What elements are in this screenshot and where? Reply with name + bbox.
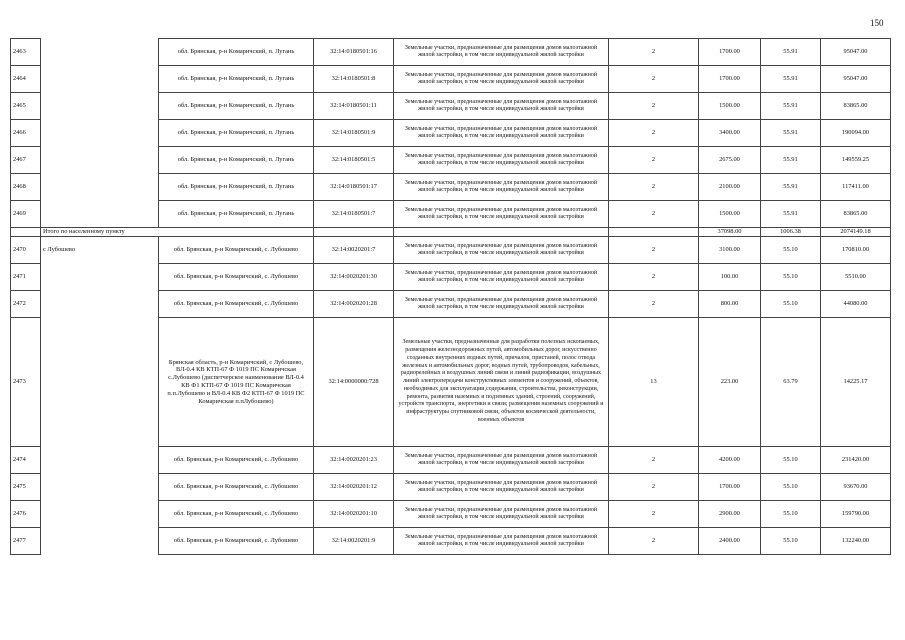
category-cell: 2 <box>609 291 699 318</box>
cadastral-value-cell: 83865.00 <box>821 93 891 120</box>
area-cell: 1700.00 <box>699 66 761 93</box>
row-number: 2465 <box>11 93 41 120</box>
rate-cell: 55.10 <box>761 528 821 555</box>
area-cell: 800.00 <box>699 291 761 318</box>
empty-cell <box>314 228 394 237</box>
group-gap-cell <box>41 318 159 447</box>
row-number: 2472 <box>11 291 41 318</box>
land-purpose-cell: Земельные участки, предназначенные для размещения домов малоэтажной жилой застройки, в том числе индивидуальной жилой застройки <box>394 93 609 120</box>
area-cell: 1700.00 <box>699 474 761 501</box>
table-row <box>11 147 891 174</box>
rate-cell: 55.91 <box>761 174 821 201</box>
rate-cell: 55.91 <box>761 39 821 66</box>
area-cell: 2675.00 <box>699 147 761 174</box>
row-number: 2477 <box>11 528 41 555</box>
row-number: 2474 <box>11 447 41 474</box>
group-gap-cell <box>41 528 159 555</box>
rate-cell: 55.10 <box>761 264 821 291</box>
row-number: 2475 <box>11 474 41 501</box>
table-row <box>11 501 891 528</box>
cadastral-number-cell: 32:14:0020201:28 <box>314 291 394 318</box>
group-gap-cell <box>41 93 159 120</box>
rate-cell: 55.10 <box>761 501 821 528</box>
rate-cell: 55.10 <box>761 474 821 501</box>
cadastral-value-cell: 190094.00 <box>821 120 891 147</box>
address-cell: обл. Брянская, р-н Комаричский, п. Лугань <box>159 39 314 66</box>
table-row <box>11 93 891 120</box>
cadastral-value-cell: 93670.00 <box>821 474 891 501</box>
group-gap-cell <box>41 264 159 291</box>
area-cell: 1500.00 <box>699 93 761 120</box>
area-cell: 2900.00 <box>699 501 761 528</box>
empty-cell <box>609 228 699 237</box>
land-purpose-cell: Земельные участки, предназначенные для размещения домов малоэтажной жилой застройки, в том числе индивидуальной жилой застройки <box>394 528 609 555</box>
address-cell: обл. Брянская, р-н Комаричский, с. Лубошево <box>159 291 314 318</box>
cadastral-value-cell: 44080.00 <box>821 291 891 318</box>
address-cell: обл. Брянская, р-н Комаричский, п. Лугань <box>159 174 314 201</box>
table-row <box>11 237 891 264</box>
area-cell: 3100.00 <box>699 237 761 264</box>
cadastral-number-cell: 32:14:0020201:7 <box>314 237 394 264</box>
cadastral-number-cell: 32:14:0180501:17 <box>314 174 394 201</box>
cadastral-number-cell: 32:14:0020201:10 <box>314 501 394 528</box>
category-cell: 2 <box>609 447 699 474</box>
page-number: 150 <box>870 18 884 28</box>
row-number: 2463 <box>11 39 41 66</box>
row-number: 2476 <box>11 501 41 528</box>
row-number: 2469 <box>11 201 41 228</box>
cadastral-value-cell: 117411.00 <box>821 174 891 201</box>
address-cell: обл. Брянская, р-н Комаричский, с. Лубошево <box>159 501 314 528</box>
category-cell: 2 <box>609 474 699 501</box>
table-row <box>11 201 891 228</box>
row-number: 2471 <box>11 264 41 291</box>
land-purpose-cell: Земельные участки, предназначенные для размещения домов малоэтажной жилой застройки, в том числе индивидуальной жилой застройки <box>394 120 609 147</box>
address-cell: обл. Брянская, р-н Комаричский, с. Лубошево <box>159 528 314 555</box>
address-cell: обл. Брянская, р-н Комаричский, п. Лугань <box>159 120 314 147</box>
table-row <box>11 66 891 93</box>
cadastral-value-cell: 83865.00 <box>821 201 891 228</box>
table-row <box>11 174 891 201</box>
row-number: 2464 <box>11 66 41 93</box>
land-purpose-cell: Земельные участки, предназначенные для размещения домов малоэтажной жилой застройки, в том числе индивидуальной жилой застройки <box>394 201 609 228</box>
table-row <box>11 264 891 291</box>
land-purpose-cell: Земельные участки, предназначенные для размещения домов малоэтажной жилой застройки, в том числе индивидуальной жилой застройки <box>394 174 609 201</box>
cadastral-number-cell: 32:14:0000000:728 <box>314 318 394 447</box>
area-cell: 2100.00 <box>699 174 761 201</box>
total-value: 2074149.18 <box>821 228 891 237</box>
group-gap-cell <box>41 147 159 174</box>
table-row <box>11 291 891 318</box>
land-purpose-cell: Земельные участки, предназначенные для размещения домов малоэтажной жилой застройки, в том числе индивидуальной жилой застройки <box>394 291 609 318</box>
group-gap-cell <box>41 447 159 474</box>
cadastral-number-cell: 32:14:0180501:7 <box>314 201 394 228</box>
cadastral-value-cell: 95047.00 <box>821 39 891 66</box>
area-cell: 1500.00 <box>699 201 761 228</box>
rate-cell: 55.91 <box>761 93 821 120</box>
land-purpose-cell: Земельные участки, предназначенные для размещения домов малоэтажной жилой застройки, в том числе индивидуальной жилой застройки <box>394 147 609 174</box>
rate-cell: 55.91 <box>761 66 821 93</box>
area-cell: 4200.00 <box>699 447 761 474</box>
rate-cell: 63.79 <box>761 318 821 447</box>
cadastral-number-cell: 32:14:0180501:9 <box>314 120 394 147</box>
row-number: 2473 <box>11 318 41 447</box>
land-purpose-cell: Земельные участки, предназначенные для разработки полезных ископаемых, размещения железнодорожных путей, автомобильных дорог, искусственно созданных внутренних водных путей, причалов, пристаней, полос отвода железных и автомобильных дорог, водных путей, трубопроводов, кабельных, радиорелейных и воздушных линий связи и линий радиофикации, воздушных линий электропередачи конструктивных элементов и сооружений, объектов, необходимых для эксплуатации,содержания, строительства, реконструкции, ремонта, развития наземных и подземных зданий, строений, сооружений, устройств транспорта, энергетики и связи; размещения наземных сооружений и инфраструктуры спутниковой связи, объектов космической деятельности, военных объектов <box>394 318 609 447</box>
row-number: 2468 <box>11 174 41 201</box>
group-gap-cell <box>41 39 159 66</box>
category-cell: 2 <box>609 237 699 264</box>
category-cell: 13 <box>609 318 699 447</box>
cadastral-value-cell: 159790.00 <box>821 501 891 528</box>
area-cell: 223.00 <box>699 318 761 447</box>
table-row <box>11 318 891 447</box>
rate-cell: 55.10 <box>761 237 821 264</box>
row-number-empty <box>11 228 41 237</box>
category-cell: 2 <box>609 120 699 147</box>
address-cell: обл. Брянская, р-н Комаричский, п. Лугань <box>159 93 314 120</box>
category-cell: 2 <box>609 264 699 291</box>
address-cell: обл. Брянская, р-н Комаричский, с. Лубошево <box>159 474 314 501</box>
row-number: 2467 <box>11 147 41 174</box>
category-cell: 2 <box>609 66 699 93</box>
land-purpose-cell: Земельные участки, предназначенные для размещения домов малоэтажной жилой застройки, в том числе индивидуальной жилой застройки <box>394 264 609 291</box>
land-purpose-cell: Земельные участки, предназначенные для размещения домов малоэтажной жилой застройки, в том числе индивидуальной жилой застройки <box>394 237 609 264</box>
empty-cell <box>394 228 609 237</box>
rate-cell: 55.91 <box>761 147 821 174</box>
group-gap-cell <box>41 474 159 501</box>
group-gap-cell <box>41 201 159 228</box>
address-cell: обл. Брянская, р-н Комаричский, п. Лугань <box>159 66 314 93</box>
land-purpose-cell: Земельные участки, предназначенные для размещения домов малоэтажной жилой застройки, в том числе индивидуальной жилой застройки <box>394 39 609 66</box>
category-cell: 2 <box>609 201 699 228</box>
total-label: Итого по населенному пункту <box>41 228 314 237</box>
land-purpose-cell: Земельные участки, предназначенные для размещения домов малоэтажной жилой застройки, в том числе индивидуальной жилой застройки <box>394 447 609 474</box>
rate-cell: 55.91 <box>761 201 821 228</box>
area-cell: 3400.00 <box>699 120 761 147</box>
locality-label: с Лубошево <box>41 237 159 264</box>
category-cell: 2 <box>609 93 699 120</box>
group-gap-cell <box>41 120 159 147</box>
land-purpose-cell: Земельные участки, предназначенные для размещения домов малоэтажной жилой застройки, в том числе индивидуальной жилой застройки <box>394 501 609 528</box>
area-cell: 100.00 <box>699 264 761 291</box>
land-purpose-cell: Земельные участки, предназначенные для размещения домов малоэтажной жилой застройки, в том числе индивидуальной жилой застройки <box>394 66 609 93</box>
row-number: 2466 <box>11 120 41 147</box>
cadastral-value-cell: 149559.25 <box>821 147 891 174</box>
cadastral-value-cell: 132240.00 <box>821 528 891 555</box>
rate-cell: 55.10 <box>761 447 821 474</box>
table-row <box>11 120 891 147</box>
total-row <box>11 228 891 237</box>
cadastral-number-cell: 32:14:0180501:8 <box>314 66 394 93</box>
table-row <box>11 528 891 555</box>
rate-cell: 55.91 <box>761 120 821 147</box>
total-rate: 1006.38 <box>761 228 821 237</box>
cadastral-value-cell: 5510.00 <box>821 264 891 291</box>
group-gap-cell <box>41 174 159 201</box>
cadastral-number-cell: 32:14:0180501:5 <box>314 147 394 174</box>
cadastral-value-cell: 95047.00 <box>821 66 891 93</box>
address-cell: обл. Брянская, р-н Комаричский, с. Лубошево <box>159 264 314 291</box>
area-cell: 2400.00 <box>699 528 761 555</box>
table-row <box>11 39 891 66</box>
category-cell: 2 <box>609 501 699 528</box>
table-row <box>11 447 891 474</box>
total-area: 37098.00 <box>699 228 761 237</box>
address-cell: обл. Брянская, р-н Комаричский, с. Лубошево <box>159 447 314 474</box>
address-cell: обл. Брянская, р-н Комаричский, п. Лугань <box>159 201 314 228</box>
group-gap-cell <box>41 501 159 528</box>
category-cell: 2 <box>609 39 699 66</box>
rate-cell: 55.10 <box>761 291 821 318</box>
table-body <box>11 39 891 555</box>
cadastral-value-cell: 14225.17 <box>821 318 891 447</box>
land-registry-table <box>10 38 891 555</box>
cadastral-number-cell: 32:14:0180501:11 <box>314 93 394 120</box>
category-cell: 2 <box>609 147 699 174</box>
land-purpose-cell: Земельные участки, предназначенные для размещения домов малоэтажной жилой застройки, в том числе индивидуальной жилой застройки <box>394 474 609 501</box>
group-gap-cell <box>41 291 159 318</box>
cadastral-value-cell: 170810.00 <box>821 237 891 264</box>
cadastral-number-cell: 32:14:0020201:9 <box>314 528 394 555</box>
area-cell: 1700.00 <box>699 39 761 66</box>
row-number: 2470 <box>11 237 41 264</box>
address-cell: обл. Брянская, р-н Комаричский, с. Лубошево <box>159 237 314 264</box>
address-cell: Брянская область, р-н Комаричский, с Лубошево, ВЛ-0.4 КВ КТП-67 Ф 1019 ПС Комаричская с.Лубошево (диспетчерское наименование ВЛ-0.4 КВ Ф1 КТП-67 Ф 1019 ПС Комаричская п.п.Лубошево и ВЛ-0.4 КВ Ф2 КТП-67 Ф 1019 ПС Комаричская п.пЛубошево) <box>159 318 314 447</box>
address-cell: обл. Брянская, р-н Комаричский, п. Лугань <box>159 147 314 174</box>
cadastral-number-cell: 32:14:0020201:23 <box>314 447 394 474</box>
category-cell: 2 <box>609 528 699 555</box>
cadastral-number-cell: 32:14:0180501:16 <box>314 39 394 66</box>
cadastral-number-cell: 32:14:0020201:12 <box>314 474 394 501</box>
category-cell: 2 <box>609 174 699 201</box>
group-gap-cell <box>41 66 159 93</box>
table-row <box>11 474 891 501</box>
cadastral-value-cell: 231420.00 <box>821 447 891 474</box>
cadastral-number-cell: 32:14:0020201:30 <box>314 264 394 291</box>
